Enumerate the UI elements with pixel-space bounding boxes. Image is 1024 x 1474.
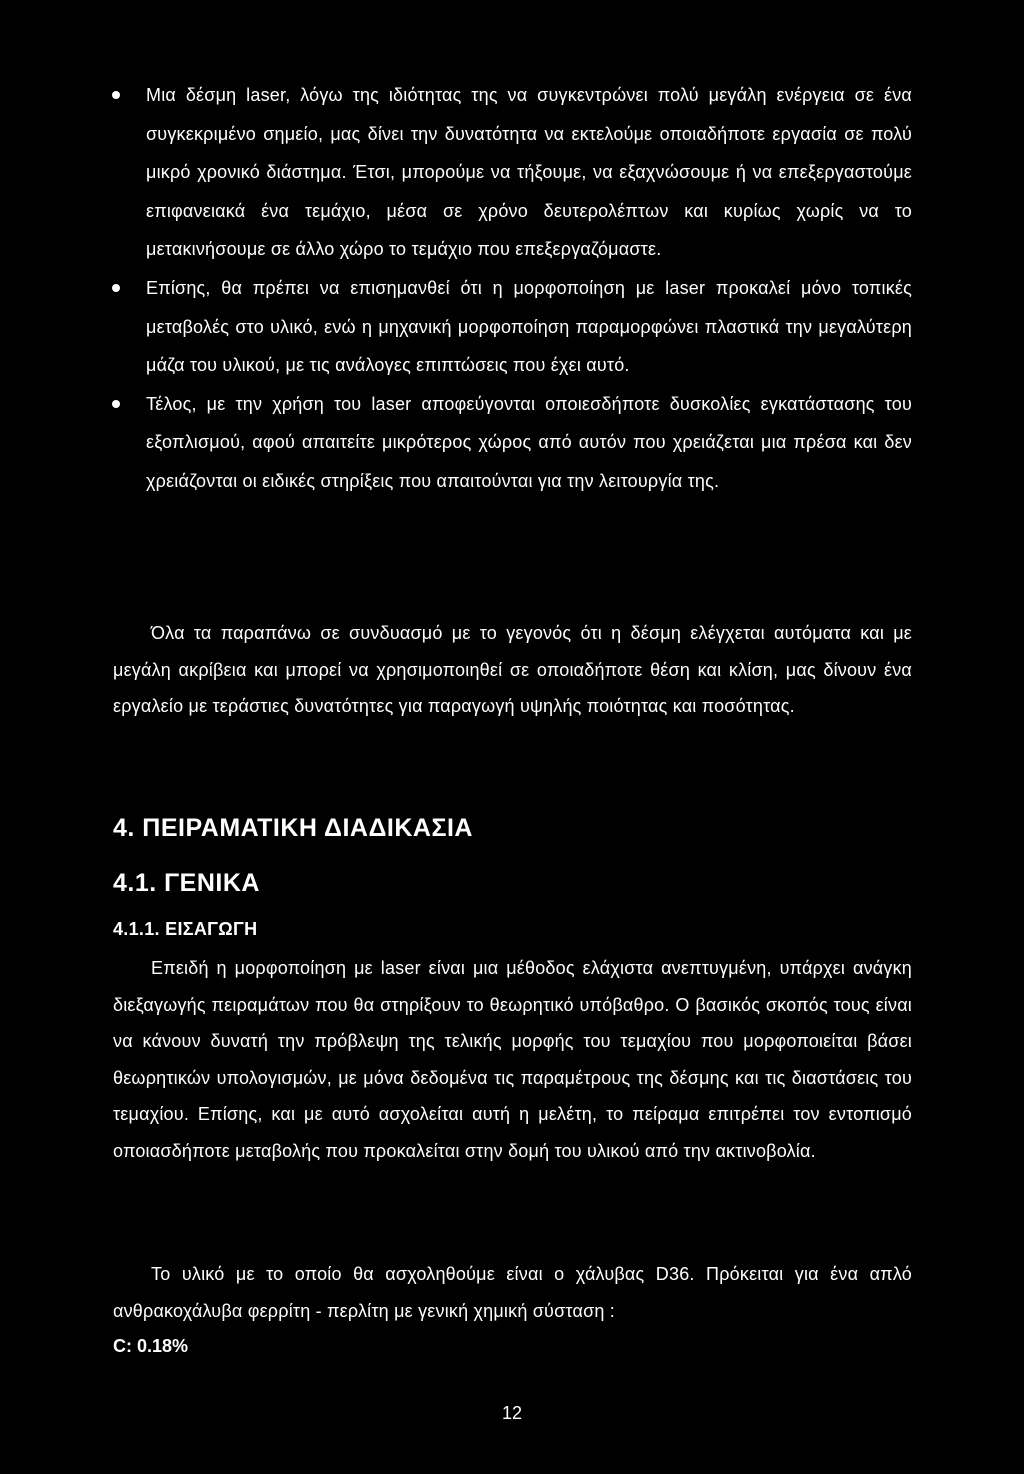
intro-paragraph: Επειδή η μορφοποίηση με laser είναι μια μέθοδος ελάχιστα ανεπτυγμένη, υπάρχει ανάγκη διεξαγωγής πειραμάτων που θα στηρίξουν το θεωρητικό υπόβαθρο. Ο βασικός σκοπός τους είναι να κάνουν δυνατή την πρόβλεψη της τελικής μορφής του τεμαχίου που μορφοποιείται βάσει θεωρητικών υπολογισμών, με μόνα δεδομένα τις παραμέτρους της δέσμης και τις διαστάσεις του τεμαχίου. Επίσης, και με αυτό ασχολείται αυτή η μελέτη, το πείραμα επιτρέπει τον εντοπισμό οποιασδήποτε μεταβολής που προκαλείται στην δομή του υλικού από την ακτινοβολία. xyxy=(113,958,912,1161)
page-number: 12 xyxy=(501,1403,523,1423)
carbon-composition: C: 0.18% xyxy=(113,1336,189,1356)
section-heading: 4. ΠΕΙΡΑΜΑΤΙΚΗ ΔΙΑΔΙΚΑΣΙΑ xyxy=(113,814,473,842)
bullet-item xyxy=(146,269,912,385)
bullet-item xyxy=(146,385,912,501)
material-paragraph: Το υλικό με το οποίο θα ασχοληθούμε είναι ο χάλυβας D36. Πρόκειται για ένα απλό ανθρακοχάλυβα φερρίτη - περλίτη με γενική χημική σύσταση : xyxy=(113,1264,912,1321)
bullet-dot-icon xyxy=(112,91,120,99)
subsection-heading: 4.1. ΓΕΝΙΚΑ xyxy=(113,869,260,897)
subsubsection-heading: 4.1.1. ΕΙΣΑΓΩΓΗ xyxy=(113,919,258,939)
advantages-bullet-list xyxy=(0,76,1024,501)
bullet-text: Τέλος, με την χρήση του laser αποφεύγονται οποιεσδήποτε δυσκολίες εγκατάστασης του εξοπλισμού, αφού απαιτείτε μικρότερος χώρος από αυτόν που χρειάζεται μια πρέσα και δεν χρειάζονται οι ειδικές στηρίξεις που απαιτούνται για την λειτουργία της. xyxy=(146,393,912,491)
bullet-item xyxy=(146,76,912,269)
summary-paragraph: Όλα τα παραπάνω σε συνδυασμό με το γεγονός ότι η δέσμη ελέγχεται αυτόματα και με μεγάλη ακρίβεια και μπορεί να χρησιμοποιηθεί σε οποιαδήποτε θέση και κλίση, μας δίνουν ένα εργαλείο με τεράστιες δυνατότητες για παραγωγή υψηλής ποιότητας και ποσότητας. xyxy=(113,623,912,716)
bullet-dot-icon xyxy=(112,400,120,408)
bullet-dot-icon xyxy=(112,284,120,292)
bullet-text: Επίσης, θα πρέπει να επισημανθεί ότι η μορφοποίηση με laser προκαλεί μόνο τοπικές μεταβολές στο υλικό, ενώ η μηχανική μορφοποίηση παραμορφώνει πλαστικά την μεγαλύτερη μάζα του υλικού, με τις ανάλογες επιπτώσεις που έχει αυτό. xyxy=(146,277,912,376)
bullet-text: Μια δέσμη laser, λόγω της ιδιότητας της να συγκεντρώνει πολύ μεγάλη ενέργεια σε ένα συγκεκριμένο σημείο, μας δίνει την δυνατότητα να εκτελούμε οποιαδήποτε εργασία σε πολύ μικρό χρονικό διάστημα. Έτσι, μπορούμε να τήξουμε, να εξαχνώσουμε ή να επεξεργαστούμε επιφανειακά ένα τεμάχιο, μέσα σε χρόνο δευτερολέπτων και κυρίως χωρίς να το μετακινήσουμε σε άλλο χώρο το τεμάχιο που επεξεργαζόμαστε. xyxy=(146,85,912,260)
